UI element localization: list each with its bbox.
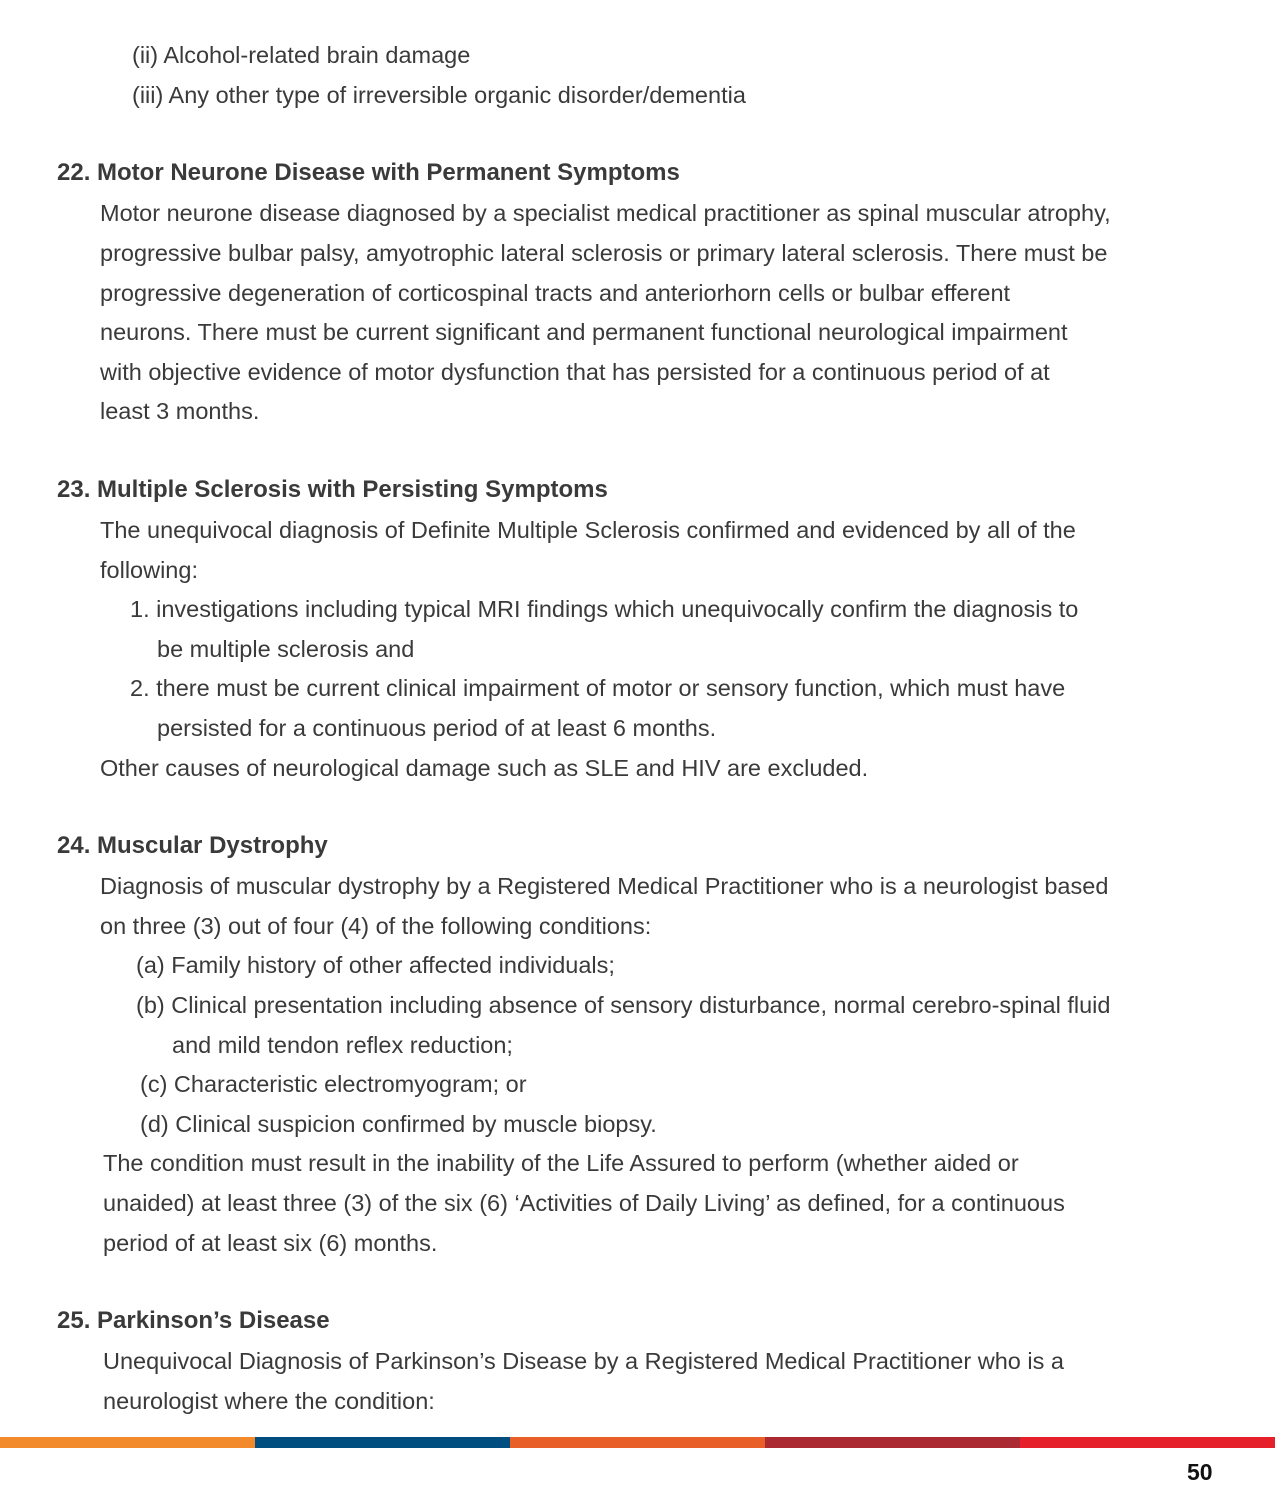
body-text-line: progressive bulbar palsy, amyotrophic lateral sclerosis or primary lateral sclerosis. There must be [100,240,1108,266]
footer-bar-segment [510,1437,765,1448]
body-text-line: with objective evidence of motor dysfunction that has persisted for a continuous period of at [100,359,1050,385]
section-heading: 23. Multiple Sclerosis with Persisting Symptoms [57,476,608,503]
section-heading: 25. Parkinson’s Disease [57,1307,330,1334]
footer-bar-segment [255,1437,510,1448]
section-heading: 24. Muscular Dystrophy [57,832,328,859]
body-text-line: Other causes of neurological damage such as SLE and HIV are excluded. [100,755,869,781]
body-text-line: The unequivocal diagnosis of Definite Multiple Sclerosis confirmed and evidenced by all of the [100,517,1076,543]
body-text-line: (d) Clinical suspicion confirmed by muscle biopsy. [140,1111,657,1137]
footer-bar-segment [765,1437,1020,1448]
body-text-line: persisted for a continuous period of at least 6 months. [157,715,717,741]
body-text-line: following: [100,557,198,583]
body-text-line: neurologist where the condition: [103,1388,435,1414]
body-text-line: 1. investigations including typical MRI findings which unequivocally confirm the diagnosis to [130,596,1079,622]
body-text-line: progressive degeneration of corticospinal tracts and anteriorhorn cells or bulbar efferent [100,280,1011,306]
body-text-line: period of at least six (6) months. [103,1230,438,1256]
body-text-line: (c) Characteristic electromyogram; or [140,1071,527,1097]
body-text-line: 2. there must be current clinical impairment of motor or sensory function, which must have [130,675,1066,701]
footer-bar-segment [0,1437,255,1448]
body-text-line: The condition must result in the inability of the Life Assured to perform (whether aided or [103,1150,1019,1176]
body-text-line: (iii) Any other type of irreversible organic disorder/dementia [132,82,746,108]
body-text-line: be multiple sclerosis and [157,636,415,662]
body-text-line: unaided) at least three (3) of the six (6) ‘Activities of Daily Living’ as defined, for a continuous [103,1190,1065,1216]
page-number: 50 [1187,1459,1213,1485]
body-text-line: and mild tendon reflex reduction; [172,1032,513,1058]
body-text-line: (ii) Alcohol-related brain damage [132,42,471,68]
body-text-line: neurons. There must be current significant and permanent functional neurological impairment [100,319,1068,345]
body-text-line: Diagnosis of muscular dystrophy by a Registered Medical Practitioner who is a neurologist based [100,873,1109,899]
footer-color-bar [0,1437,1275,1448]
body-text-line: on three (3) out of four (4) of the following conditions: [100,913,652,939]
body-text-line: least 3 months. [100,398,260,424]
body-text-line: (a) Family history of other affected individuals; [136,952,615,978]
body-text-line: (b) Clinical presentation including absence of sensory disturbance, normal cerebro-spinal fluid [136,992,1111,1018]
footer-bar-segment [1020,1437,1275,1448]
body-text-line: Motor neurone disease diagnosed by a specialist medical practitioner as spinal muscular atrophy, [100,200,1111,226]
body-text-line: Unequivocal Diagnosis of Parkinson’s Disease by a Registered Medical Practitioner who is a [103,1348,1064,1374]
section-heading: 22. Motor Neurone Disease with Permanent Symptoms [57,159,680,186]
